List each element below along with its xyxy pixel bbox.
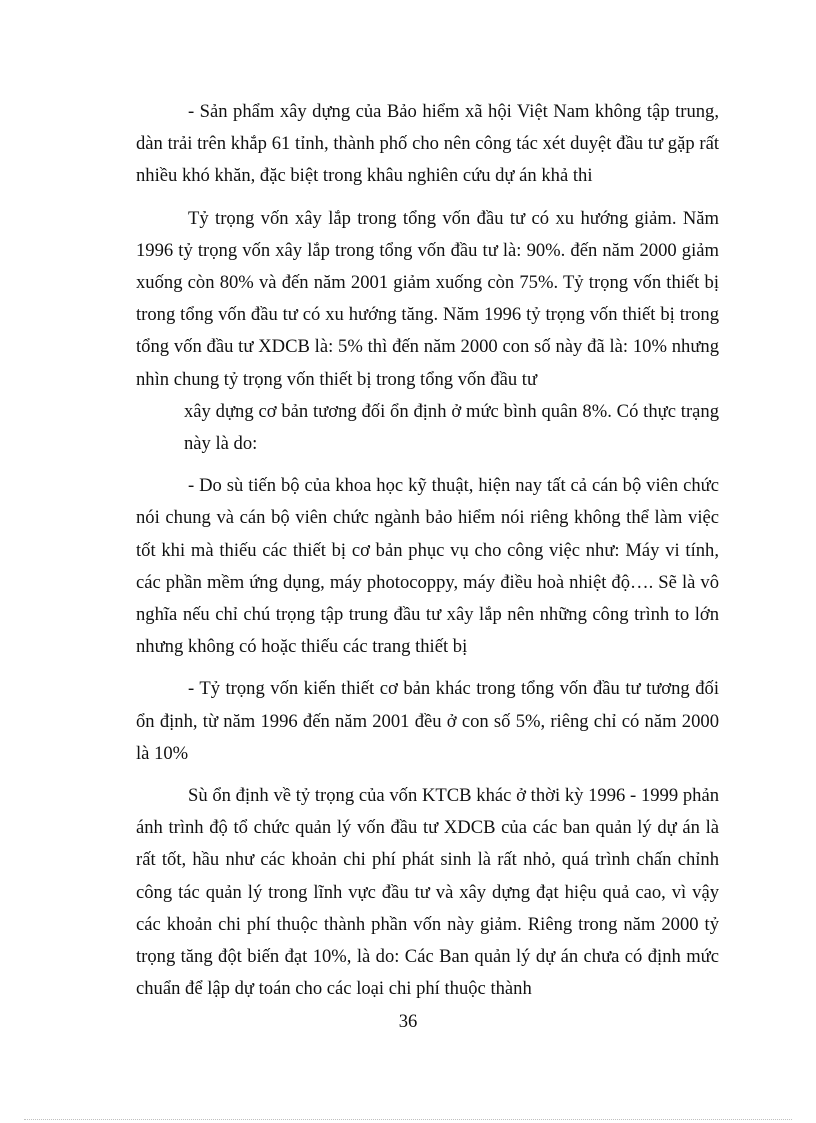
document-body (136, 96, 719, 1005)
paragraph-construction-share-continued: xây dựng cơ bản tương đối ổn định ở mức bình quân 8%. Có thực trạng này là do: (184, 400, 719, 455)
footer-dotted-rule (24, 1119, 792, 1120)
paragraph-construction-share: Tỷ trọng vốn xây lắp trong tổng vốn đầu tư có xu hướng giảm. Năm 1996 tỷ trọng vốn xây lắp trong tổng vốn đầu tư là: 90%. đến năm 2000 giảm xuống còn 80% và đến năm 2001 giảm xuống còn 75%. Tỷ trọng vốn thiết bị trong tổng vốn đầu tư có xu hướng tăng. Năm 1996 tỷ trọng vốn thiết bị trong tổng vốn đầu tư XDCB là: 5% thì đến năm 2000 con số này đã là: 10% nhưng nhìn chung tỷ trọng vốn thiết bị trong tổng vốn đầu tư (136, 207, 719, 390)
page-number: 36 (398, 1011, 418, 1032)
paragraph-stability-analysis: Sù ổn định về tỷ trọng của vốn KTCB khác ở thời kỳ 1996 - 1999 phản ánh trình độ tổ chức quản lý vốn đầu tư XDCB của các ban quản lý dự án là rất tốt, hầu như các khoản chi phí phát sinh là rất nhỏ, quá trình chấn chỉnh công tác quản lý trong lĩnh vực đầu tư và xây dựng đạt hiệu quả cao, vì vậy các khoản chi phí thuộc thành phần vốn này giảm. Riêng trong năm 2000 tỷ trọng tăng đột biến đạt 10%, là do: Các Ban quản lý dự án chưa có định mức chuẩn để lập dự toán cho các loại chi phí thuộc thành (136, 785, 719, 1000)
paragraph-construction-products: - Sản phẩm xây dựng của Bảo hiểm xã hội Việt Nam không tập trung, dàn trải trên khắp 61 tỉnh, thành phố cho nên công tác xét duyệt đầu tư gặp rất nhiều khó khăn, đặc biệt trong khâu nghiên cứu dự án khả thi (136, 101, 719, 187)
paragraph-technology-progress: - Do sù tiến bộ của khoa học kỹ thuật, hiện nay tất cả cán bộ viên chức nói chung và cán bộ viên chức ngành bảo hiểm nói riêng không thể làm việc tốt khi mà thiếu các thiết bị cơ bản phục vụ cho công việc như: Máy vi tính, các phần mềm ứng dụng, máy photocoppy, máy điều hoà nhiệt độ…. Sẽ là vô nghĩa nếu chỉ chú trọng tập trung đầu tư xây lắp nên những công trình to lớn nhưng không có hoặc thiếu các trang thiết bị (136, 475, 719, 658)
paragraph-other-capital-share: - Tỷ trọng vốn kiến thiết cơ bản khác trong tổng vốn đầu tư tương đối ổn định, từ năm 1996 đến năm 2001 đều ở con số 5%, riêng chỉ có năm 2000 là 10% (136, 678, 719, 764)
